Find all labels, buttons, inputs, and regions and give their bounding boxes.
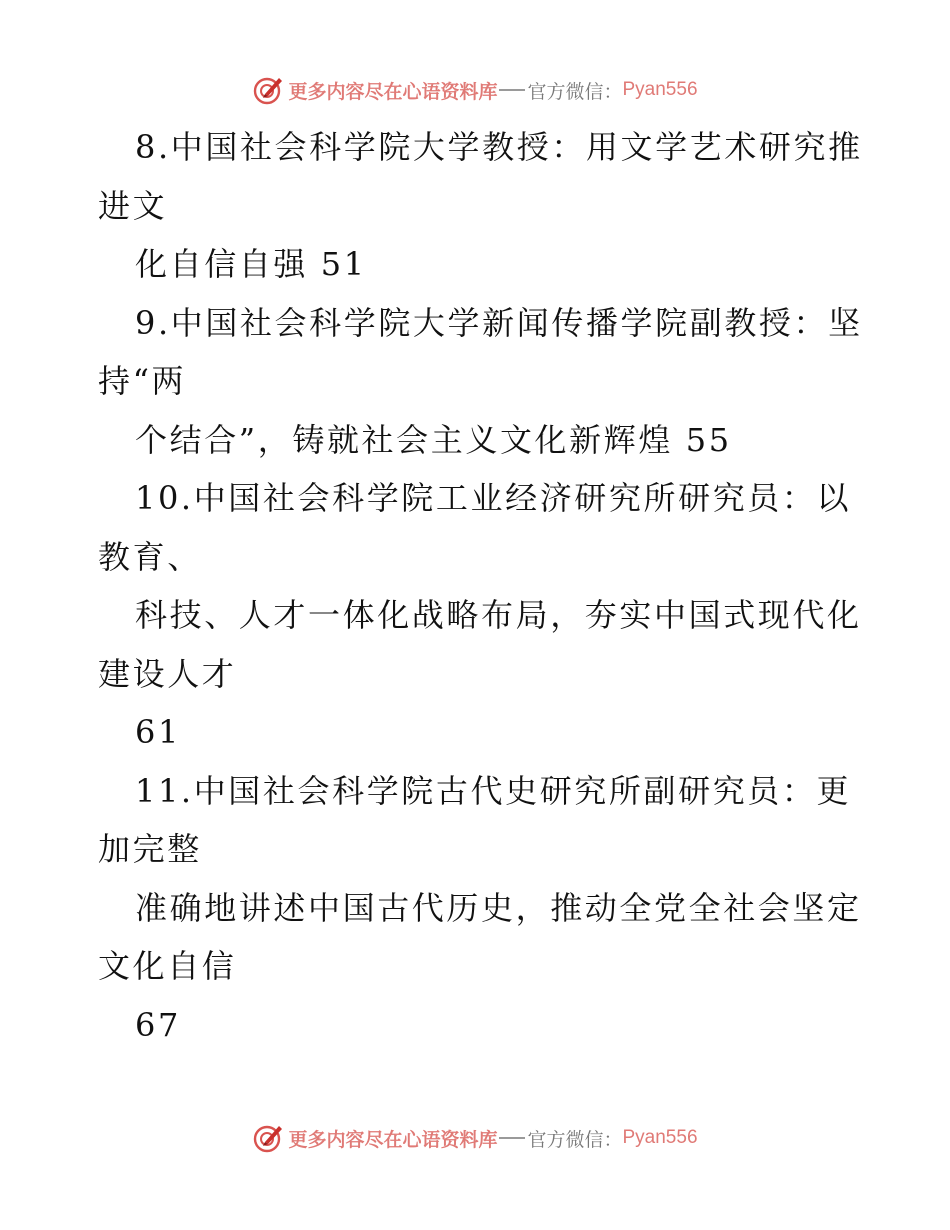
toc-line: 9.中国社会科学院大学新闻传播学院副教授：坚 — [135, 303, 863, 342]
toc-line: 11.中国社会科学院古代史研究所副研究员：更 — [135, 771, 852, 810]
toc-content — [98, 118, 863, 1054]
watermark-main-text: 更多内容尽在心语资料库 — [288, 80, 498, 103]
toc-line: 持“两 — [98, 362, 187, 400]
pen-logo-icon — [252, 74, 284, 106]
toc-line: 科技、人才一体化战略布局，夯实中国式现代化 — [135, 596, 862, 634]
toc-line: 个结合”，铸就社会主义文化新辉煌 55 — [135, 420, 732, 459]
toc-line: 教育、 — [98, 537, 202, 576]
watermark-handle: Pyan556 — [622, 79, 698, 100]
watermark-sub-text: 官方微信： — [527, 1128, 623, 1151]
watermark-sub-text: 官方微信： — [527, 80, 623, 103]
toc-line: 61 — [135, 713, 181, 751]
toc-line: 化自信自强 51 — [135, 245, 367, 283]
toc-line: 10.中国社会科学院工业经济研究所研究员：以 — [135, 479, 852, 517]
toc-line: 准确地讲述中国古代历史，推动全党全社会坚定 — [135, 888, 862, 927]
toc-line: 建设人才 — [98, 654, 237, 693]
watermark-dash — [499, 89, 525, 91]
toc-line: 67 — [135, 1005, 181, 1044]
footer-watermark — [0, 1118, 950, 1158]
toc-line: 进文 — [98, 186, 168, 225]
toc-line: 加完整 — [98, 830, 202, 868]
watermark-dash — [499, 1137, 525, 1139]
pen-logo-icon — [252, 1122, 284, 1154]
toc-line: 文化自信 — [98, 947, 237, 985]
watermark-main-text: 更多内容尽在心语资料库 — [288, 1128, 498, 1151]
watermark-handle: Pyan556 — [622, 1127, 698, 1148]
header-watermark — [0, 70, 950, 110]
toc-line: 8.中国社会科学院大学教授：用文学艺术研究推 — [135, 128, 863, 166]
